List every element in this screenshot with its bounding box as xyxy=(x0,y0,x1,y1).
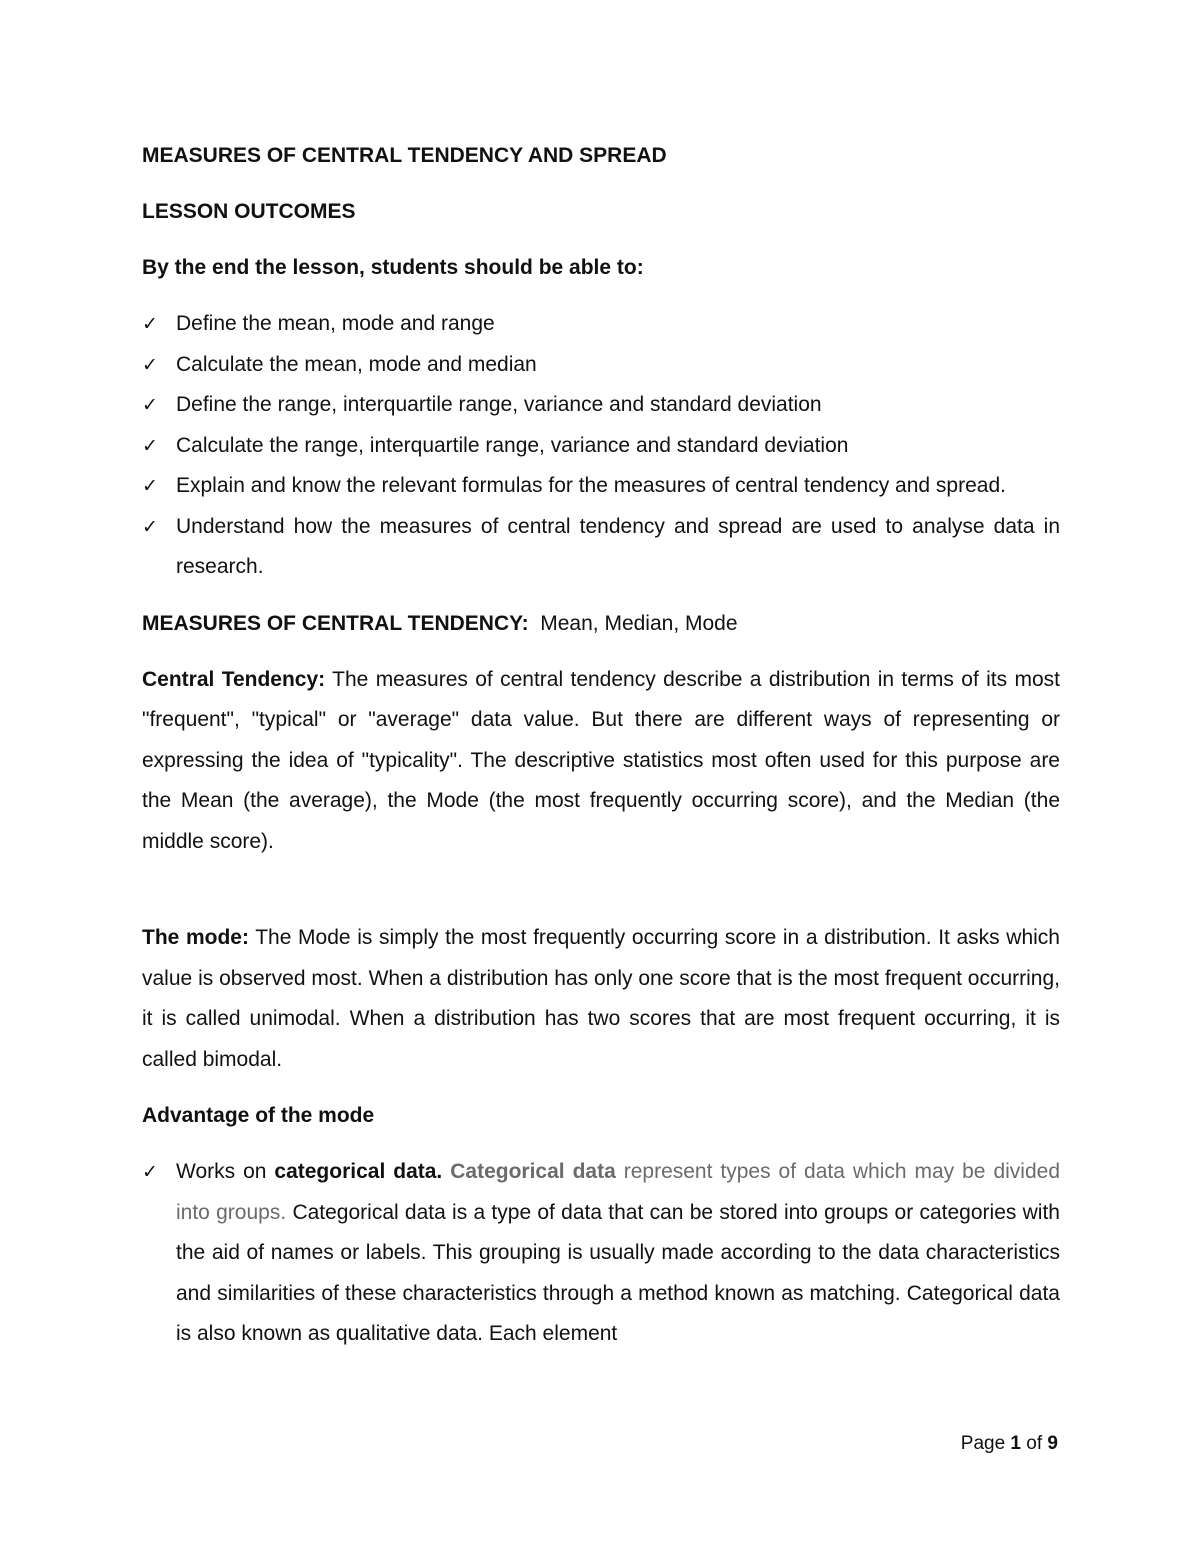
advantage-grey-term: Categorical data xyxy=(450,1160,616,1183)
checkmark-icon: ✓ xyxy=(142,1161,158,1183)
checkmark-icon: ✓ xyxy=(142,394,158,416)
list-item xyxy=(142,466,1060,507)
outcomes-list xyxy=(142,304,1060,588)
page-footer xyxy=(961,1433,1058,1455)
footer-page-total: 9 xyxy=(1047,1433,1058,1454)
document-title: MEASURES OF CENTRAL TENDENCY AND SPREAD xyxy=(142,144,667,167)
advantage-list xyxy=(142,1152,1060,1355)
outcomes-intro: By the end the lesson, students should be able to: xyxy=(142,256,644,279)
list-item xyxy=(142,304,1060,345)
footer-page-word: Page xyxy=(960,1433,1006,1454)
page-content xyxy=(142,136,1060,1355)
central-tendency-text: The measures of central tendency describe a distribution in terms of its most "frequent", "typical" or "average" data value. But there are different ways of representing or expressing the idea of "typicality". The descriptive statistics most often used for this purpose are the Mean (the average), the Mode (the most frequently occurring score), and the Median (the middle score). xyxy=(142,667,1060,853)
advantage-prefix: Works on xyxy=(176,1160,267,1183)
central-tendency-paragraph xyxy=(142,660,1060,863)
checkmark-icon: ✓ xyxy=(142,434,158,457)
mode-text: The Mode is simply the most frequently occurring score in a distribution. It asks which value is observed most. When a distribution has only one score that is the most frequent occurring, it is called unimodal. When a distribution has two scores that are most frequent occurring, it is called bimodal. xyxy=(142,926,1060,1071)
list-item xyxy=(142,1152,1060,1355)
checkmark-icon: ✓ xyxy=(142,475,158,497)
lesson-outcomes-heading: LESSON OUTCOMES xyxy=(142,200,356,223)
outcome-text: Calculate the mean, mode and median xyxy=(176,352,537,376)
measures-heading xyxy=(142,604,1060,644)
advantage-bold-term: categorical data. xyxy=(274,1160,443,1183)
advantage-grey-text: represent types of data which may be divided into groups. xyxy=(176,1160,1060,1224)
list-item xyxy=(142,426,1060,467)
checkmark-icon: ✓ xyxy=(142,515,158,538)
list-item xyxy=(142,345,1060,386)
list-item xyxy=(142,507,1060,588)
outcome-text: Define the range, interquartile range, variance and standard deviation xyxy=(176,393,822,416)
footer-page-number: 1 xyxy=(1010,1433,1021,1454)
mode-label: The mode: xyxy=(142,926,249,949)
checkmark-icon: ✓ xyxy=(142,313,158,335)
outcome-text: Explain and know the relevant formulas for the measures of central tendency and spread. xyxy=(176,474,1006,497)
measures-heading-label: MEASURES OF CENTRAL TENDENCY: xyxy=(142,611,529,635)
list-item xyxy=(142,385,1060,426)
outcome-text: Calculate the range, interquartile range, variance and standard deviation xyxy=(176,433,849,457)
central-tendency-label: Central Tendency: xyxy=(142,667,326,691)
outcome-text: Understand how the measures of central tendency and spread are used to analyse data in research. xyxy=(176,514,1060,578)
advantage-heading: Advantage of the mode xyxy=(142,1104,375,1127)
outcome-text: Define the mean, mode and range xyxy=(176,312,495,335)
advantage-rest-text: Categorical data is a type of data that can be stored into groups or categories with the aid of names or labels. This grouping is usually made according to the data characteristics and similarities of these characteristics through a method known as matching. Categorical data is also known as qualitative data. Each element xyxy=(176,1200,1060,1345)
measures-list-text: Mean, Median, Mode xyxy=(540,611,738,635)
checkmark-icon: ✓ xyxy=(142,353,158,376)
footer-of-word: of xyxy=(1026,1433,1043,1454)
mode-paragraph xyxy=(142,918,1060,1080)
